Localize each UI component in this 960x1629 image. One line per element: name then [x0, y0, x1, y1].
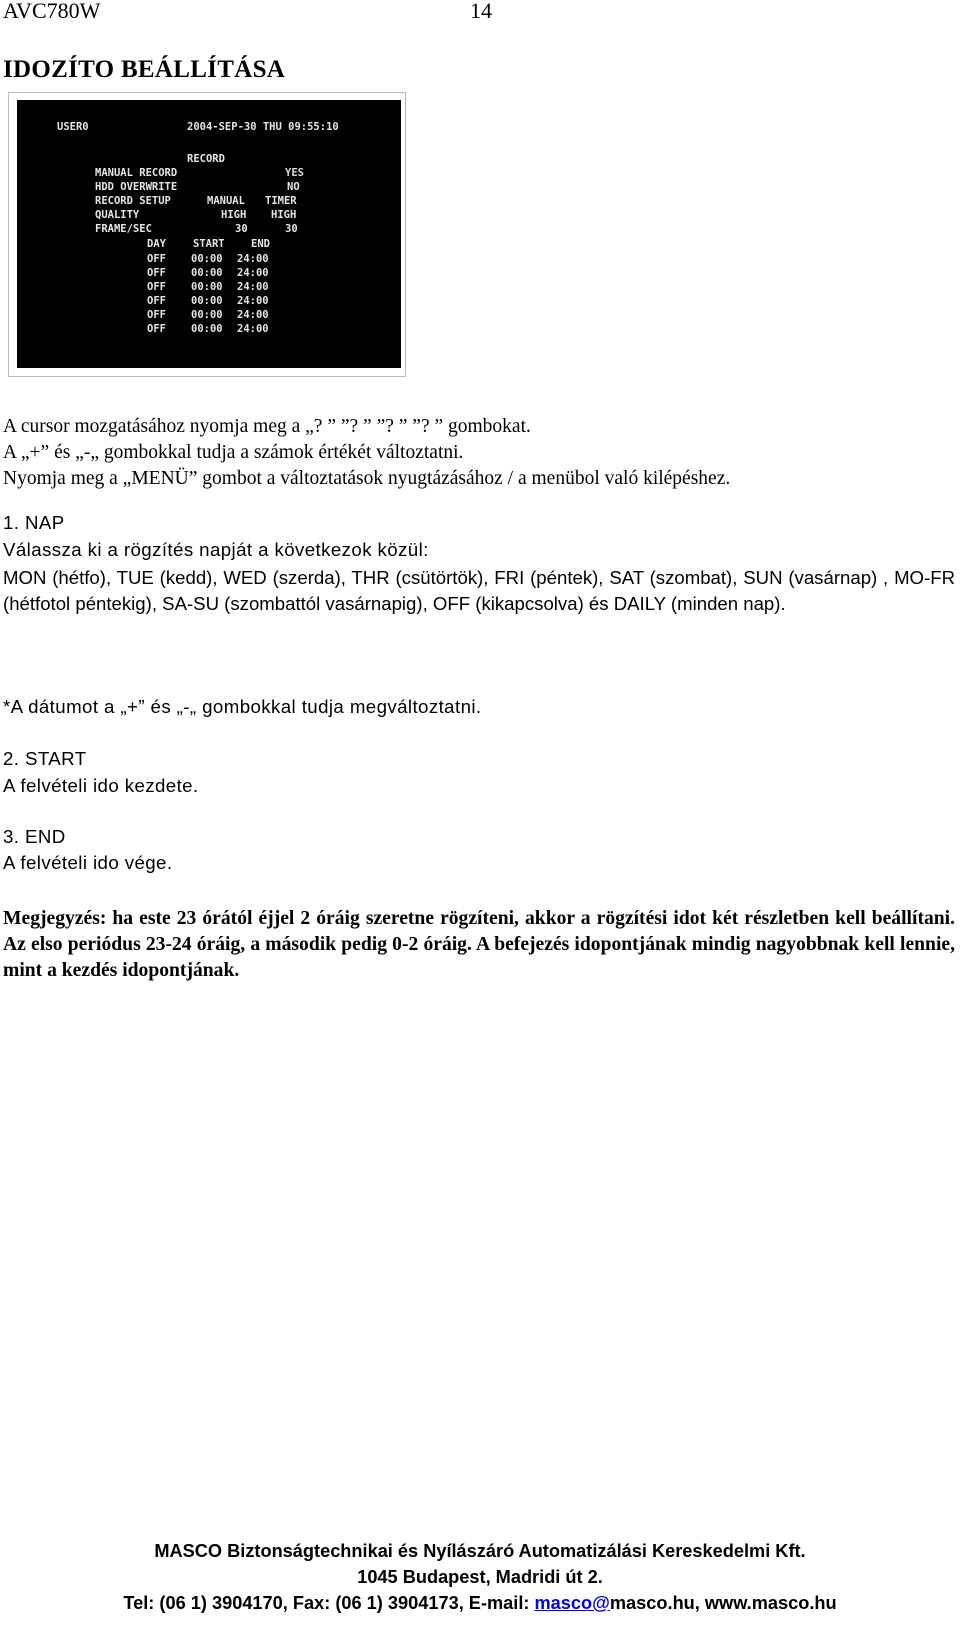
osd-row-label: HDD OVERWRITE — [95, 181, 178, 193]
osd-row-value: YES — [285, 167, 304, 179]
end-description: A felvételi ido vége. — [3, 852, 173, 873]
osd-schedule-end: 24:00 — [237, 309, 269, 321]
osd-row-value: MANUAL — [207, 195, 245, 207]
osd-schedule-start: 00:00 — [191, 267, 223, 279]
section-heading-end: 3. END — [3, 826, 66, 847]
osd-schedule-day: OFF — [147, 267, 166, 279]
osd-schedule-start: 00:00 — [191, 309, 223, 321]
osd-schedule-end: 24:00 — [237, 281, 269, 293]
osd-schedule-row — [147, 253, 269, 265]
instruction-cursor: A cursor mozgatásához nyomja meg a „? ” ”? ” ”? ” ”? ” gombokat. — [3, 416, 531, 437]
osd-schedule-end: 24:00 — [237, 253, 269, 265]
dvr-record-menu-screenshot — [17, 100, 401, 368]
nap-options: MON (hétfo), TUE (kedd), WED (szerda), THR (csütörtök), FRI (péntek), SAT (szombat), SUN (vasárnap) , MO-FR (hétfotol péntekig), SA-SU (szombattól vasárnapig), OFF (kikapcsolva) és DAILY (minden nap). — [3, 567, 955, 615]
osd-schedule-start: 00:00 — [191, 253, 223, 265]
note-paragraph — [3, 906, 955, 984]
osd-schedule-header: END — [251, 238, 270, 250]
osd-schedule-start: 00:00 — [191, 295, 223, 307]
osd-schedule-end: 24:00 — [237, 323, 269, 335]
osd-row-value: HIGH — [271, 209, 297, 221]
footer-web: masco.hu, www.masco.hu — [609, 1593, 837, 1613]
page-number: 14 — [470, 0, 492, 23]
nap-intro: Válassza ki a rögzítés napját a következok közül: — [3, 539, 429, 560]
page-title: IDOZÍTO BEÁLLÍTÁSA — [3, 56, 286, 83]
osd-schedule-day: OFF — [147, 253, 166, 265]
osd-schedule-end: 24:00 — [237, 295, 269, 307]
osd-schedule-row — [147, 267, 269, 279]
footer-company: MASCO Biztonságtechnikai és Nyílászáró Automatizálási Kereskedelmi Kft. — [154, 1541, 806, 1561]
osd-schedule-row — [147, 281, 269, 293]
osd-schedule-row — [147, 295, 269, 307]
note-label: Megjegyzés: — [3, 908, 107, 929]
osd-schedule-day: OFF — [147, 295, 166, 307]
footer-contact — [0, 1593, 960, 1614]
document-model: AVC780W — [3, 0, 101, 23]
note-text: ha este 23 órától éjjel 2 óráig szeretne rögzíteni, akkor a rögzítési idot két részletben kell beállítani. Az elso periódus 23-24 óráig, a második pedig 0-2 óráig. A befejezés idopontjának mindig nagyobbnak kell lennie, mint a kezdés idopontjának. — [3, 908, 955, 981]
osd-row-value: 30 — [285, 223, 298, 235]
section-heading-start: 2. START — [3, 748, 87, 769]
osd-row-value: NO — [287, 181, 300, 193]
osd-schedule-day: OFF — [147, 309, 166, 321]
osd-row-label: RECORD SETUP — [95, 195, 171, 207]
osd-row-value: TIMER — [265, 195, 297, 207]
instruction-plus-minus: A „+” és „-„ gombokkal tudja a számok értékét változtatni. — [3, 442, 464, 463]
osd-schedule-header: DAY — [147, 238, 166, 250]
osd-schedule-end: 24:00 — [237, 267, 269, 279]
osd-schedule-row — [147, 309, 269, 321]
osd-screen — [17, 100, 401, 368]
start-description: A felvételi ido kezdete. — [3, 775, 199, 796]
osd-schedule-header: START — [193, 238, 225, 250]
osd-datetime: 2004-SEP-30 THU 09:55:10 — [187, 121, 339, 133]
osd-schedule-row — [147, 323, 269, 335]
osd-schedule-day: OFF — [147, 281, 166, 293]
osd-schedule-day: OFF — [147, 323, 166, 335]
osd-user: USER0 — [57, 121, 89, 133]
osd-schedule-start: 00:00 — [191, 323, 223, 335]
osd-menu-title: RECORD — [187, 153, 225, 165]
osd-row-label: MANUAL RECORD — [95, 167, 178, 179]
instruction-menu: Nyomja meg a „MENÜ” gombot a változtatások nyugtázásához / a menübol való kilépéshez. — [3, 468, 731, 489]
osd-row-label: FRAME/SEC — [95, 223, 152, 235]
osd-schedule-start: 00:00 — [191, 281, 223, 293]
footer-address: 1045 Budapest, Madridi út 2. — [357, 1567, 603, 1587]
section-heading-nap: 1. NAP — [3, 512, 65, 533]
osd-row-label: QUALITY — [95, 209, 140, 221]
osd-row-value: HIGH — [221, 209, 247, 221]
osd-row-value: 30 — [235, 223, 248, 235]
date-note: *A dátumot a „+” és „-„ gombokkal tudja megváltoztatni. — [3, 696, 482, 717]
footer-email-link[interactable]: masco@ — [534, 1593, 610, 1613]
footer-contact-prefix: Tel: (06 1) 3904170, Fax: (06 1) 3904173, E-mail: — [123, 1593, 535, 1613]
